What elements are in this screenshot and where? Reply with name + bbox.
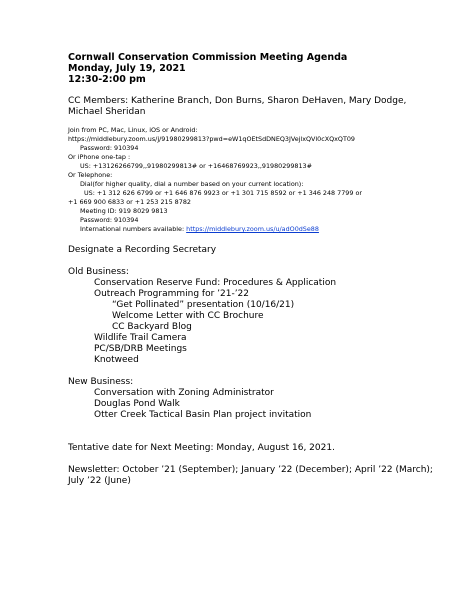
telephone-label: Or Telephone: [68,171,113,179]
members-line-1: CC Members: Katherine Branch, Don Burns, Sharon DeHaven, Mary Dodge, [68,96,407,106]
list-subitem: Welcome Letter with CC Brochure [112,311,264,321]
one-tap-numbers: US: +13126266799,,91980299813# or +16468769923,,91980299813# [80,162,312,170]
list-item: Conservation Reserve Fund: Procedures & Application [94,278,337,288]
members-line-2: Michael Sheridan [68,107,146,117]
designate-secretary: Designate a Recording Secretary [68,245,217,255]
list-item: Wildlife Trail Camera [94,333,187,343]
agenda-date: Monday, July 19, 2021 [68,63,186,74]
list-item: Conversation with Zoning Administrator [94,388,274,398]
international-numbers [68,225,448,234]
agenda-page [68,52,448,487]
newsletter-line-1: Newsletter: October ’21 (September); January ’22 (December); April ’22 (March); [68,465,433,475]
agenda-title: Cornwall Conservation Commission Meeting Agenda [68,52,348,63]
password-2: Password: 910394 [80,216,139,224]
intl-numbers-link[interactable]: https://middlebury.zoom.us/u/adO0dSe88 [186,225,319,233]
zoom-details [68,126,448,234]
list-item: Douglas Pond Walk [94,399,180,409]
list-item: Outreach Programming for ’21-’22 [94,289,250,299]
old-business-heading: Old Business: [68,267,129,277]
next-meeting: Tentative date for Next Meeting: Monday, August 16, 2021. [68,443,335,453]
more-numbers: +1 669 900 6833 or +1 253 215 8782 [68,198,191,206]
intl-label: International numbers available: [80,225,187,233]
list-item: PC/SB/DRB Meetings [94,344,187,354]
old-business [68,267,448,366]
new-business [68,377,448,421]
list-item: Knotweed [94,355,139,365]
list-subitem: CC Backyard Blog [112,322,192,332]
new-business-heading: New Business: [68,377,134,387]
one-tap-label: Or iPhone one-tap : [68,153,131,161]
list-item: Otter Creek Tactical Basin Plan project invitation [94,410,312,420]
newsletter-line-2: July ’22 (June) [68,476,131,486]
join-label: Join from PC, Mac, Linux, iOS or Android: [68,126,198,134]
agenda-time: 12:30-2:00 pm [68,74,146,85]
list-subitem: “Get Pollinated” presentation (10/16/21) [112,300,295,310]
meeting-id: Meeting ID: 919 8029 9813 [80,207,168,215]
join-url: https://middlebury.zoom.us/j/91980299813?pwd=eW1qOEtSdDNEQ3JVejlxQVl0cXQxQT09 [68,135,355,143]
password-1: Password: 910394 [80,144,139,152]
dial-label: Dial(for higher quality, dial a number based on your current location): [80,180,304,188]
us-numbers: US: +1 312 626 6799 or +1 646 876 9923 or +1 301 715 8592 or +1 346 248 7799 or [84,189,362,197]
